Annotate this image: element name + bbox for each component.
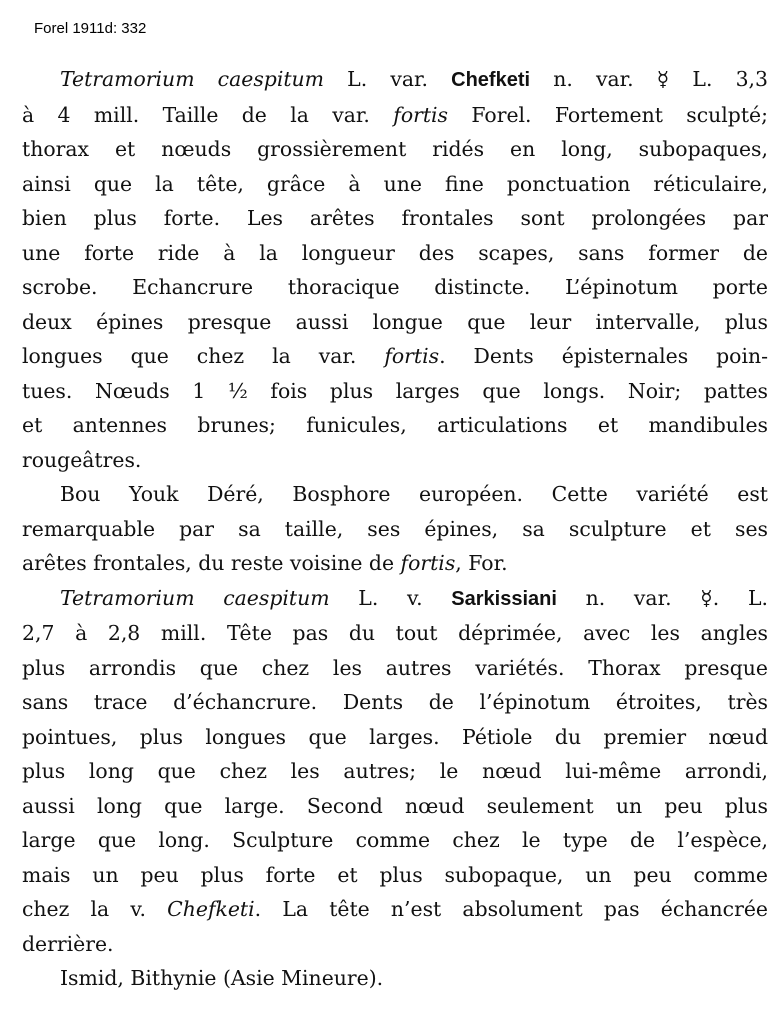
italic-text: fortis	[393, 102, 449, 127]
italic-text: Tetramorium caespitum	[60, 67, 325, 91]
text-run: rougeâtres.	[22, 447, 142, 472]
taxon-name: Chefketi	[451, 69, 531, 91]
text-line	[22, 616, 768, 651]
text-run: plus arrondis que chez les autres variétés. Thorax presque	[22, 655, 768, 680]
text-run: scrobe. Echancrure thoracique distincte. L’épinotum porte	[22, 275, 768, 299]
text-run: Forel. Fortement sculpté;	[448, 102, 768, 127]
text-run: pointues, plus longues que larges. Pétiole du premier nœud	[22, 724, 768, 749]
text-run: . Dents épisternales poin-	[439, 344, 768, 368]
text-run: une forte ride à la longueur des scapes, sans former de	[22, 240, 768, 265]
text-run: L. v.	[329, 585, 452, 610]
citation-header: Forel 1911d: 332	[34, 20, 147, 37]
text-run: arêtes frontales, du reste voisine de	[22, 551, 401, 575]
italic-text: fortis	[384, 344, 440, 368]
text-run: , For.	[455, 551, 508, 575]
text-line	[22, 339, 768, 374]
text-line	[22, 789, 768, 824]
text-line	[22, 754, 768, 789]
text-run: deux épines presque aussi longue que leur intervalle, plus	[22, 309, 768, 334]
text-run: n. var. ☿ L. 3,3	[530, 67, 768, 91]
text-line	[22, 270, 768, 305]
text-line	[22, 62, 768, 98]
text-run: mais un peu plus forte et plus subopaque, un peu comme	[22, 862, 768, 887]
text-run: 2,7 à 2,8 mill. Tête pas du tout déprimée, avec les angles	[22, 621, 768, 645]
text-line	[22, 858, 768, 893]
text-line	[22, 892, 768, 927]
text-run: aussi long que large. Second nœud seulement un peu plus	[22, 793, 768, 818]
text-run: L. var.	[324, 67, 452, 91]
text-line	[22, 651, 768, 686]
text-run: et antennes brunes; funicules, articulations et mandibules	[22, 413, 768, 437]
paragraph	[22, 62, 768, 477]
text-line	[22, 581, 768, 617]
italic-text: Tetramorium caespitum	[60, 585, 330, 610]
text-run: bien plus forte. Les arêtes frontales sont prolongées par	[22, 206, 768, 230]
text-line	[22, 961, 768, 996]
text-line	[22, 685, 768, 720]
taxon-name: Sarkissiani	[451, 587, 557, 610]
text-line	[22, 201, 768, 236]
text-run: derrière.	[22, 931, 114, 956]
text-run: longues que chez la var.	[22, 344, 385, 368]
text-line	[22, 512, 768, 547]
text-run: remarquable par sa taille, ses épines, sa sculpture et ses	[22, 516, 768, 541]
text-run: tues. Nœuds 1 ½ fois plus larges que longs. Noir; pattes	[22, 378, 768, 403]
text-line	[22, 374, 768, 409]
text-line	[22, 167, 768, 202]
italic-text: fortis	[400, 551, 456, 575]
text-run: Ismid, Bithynie (Asie Mineure).	[60, 966, 384, 990]
text-line	[22, 98, 768, 133]
text-run: plus long que chez les autres; le nœud lui-même arrondi,	[22, 759, 768, 783]
text-run: à 4 mill. Taille de la var.	[22, 102, 394, 127]
text-line	[22, 443, 768, 478]
text-run: Bou Youk Déré, Bosphore européen. Cette variété est	[60, 482, 768, 506]
text-line	[22, 236, 768, 271]
italic-text: Chefketi	[167, 897, 255, 921]
text-run: chez la v.	[22, 897, 168, 921]
text-run: sans trace d’échancrure. Dents de l’épinotum étroites, très	[22, 690, 768, 714]
text-line	[22, 927, 768, 962]
text-line	[22, 720, 768, 755]
text-line	[22, 823, 768, 858]
text-line	[22, 477, 768, 512]
paragraph	[22, 581, 768, 962]
text-run: . La tête n’est absolument pas échancrée	[254, 897, 768, 921]
text-run: large que long. Sculpture comme chez le type de l’espèce,	[22, 828, 768, 852]
text-run: thorax et nœuds grossièrement ridés en long, subopaques,	[22, 137, 768, 161]
text-line	[22, 132, 768, 167]
text-run: ainsi que la tête, grâce à une fine ponctuation réticulaire,	[22, 171, 768, 196]
paragraph	[22, 477, 768, 581]
text-run: n. var. ☿. L.	[556, 585, 768, 610]
text-line	[22, 305, 768, 340]
paragraph	[22, 961, 768, 996]
text-line	[22, 408, 768, 443]
text-line	[22, 546, 768, 581]
document-body	[22, 62, 768, 996]
